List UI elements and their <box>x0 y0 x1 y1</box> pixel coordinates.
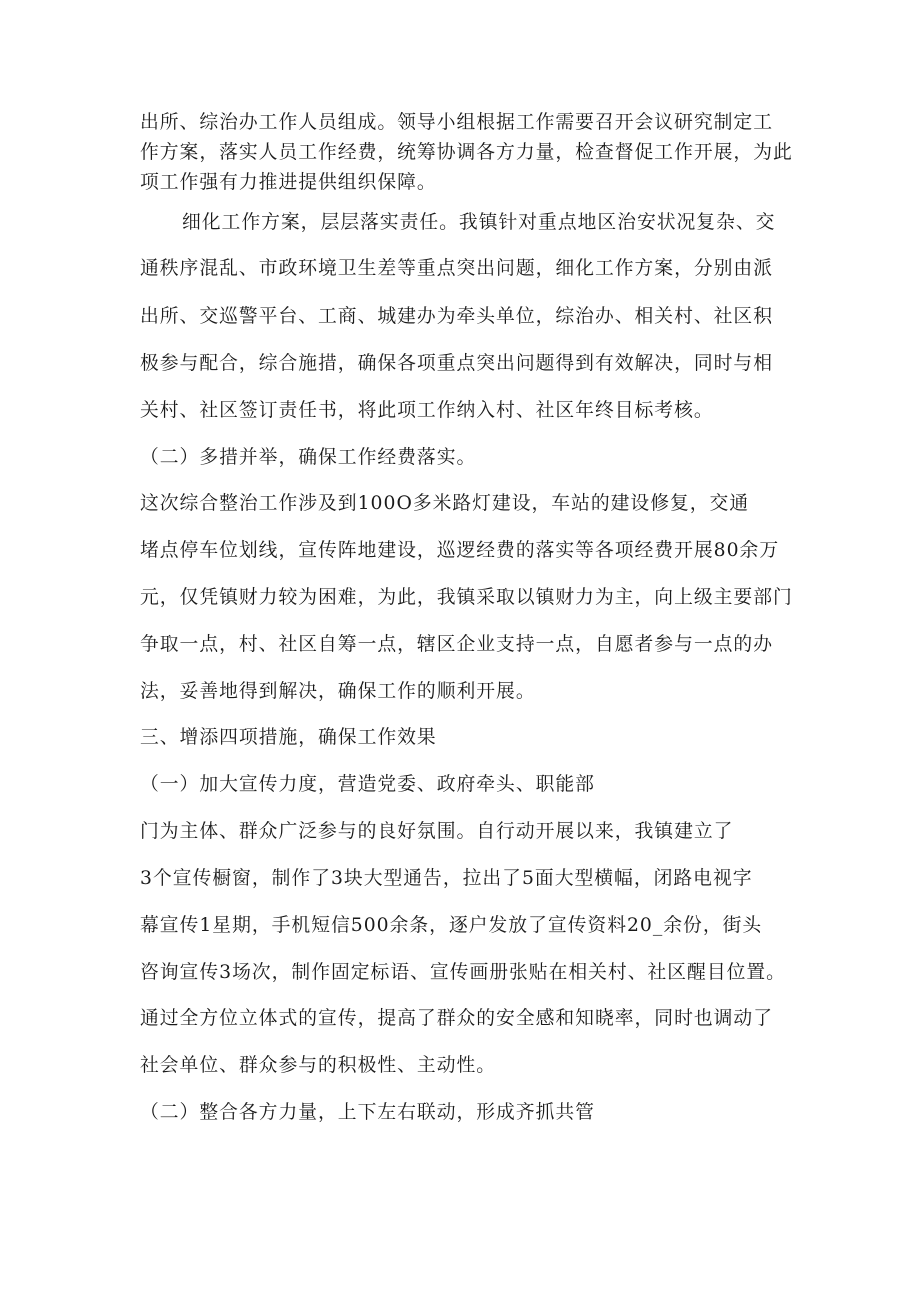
text-line: 出所、综治办工作人员组成。领导小组根据工作需要召开会议研究制定工 <box>140 112 773 133</box>
text-line: 3个宣传橱窗，制作了3块大型通告，拉出了5面大型横幅，闭路电视字 <box>140 868 753 889</box>
text-line: （二）多措并举，确保工作经费落实。 <box>140 447 477 468</box>
text-line: 通秩序混乱、市政环境卫生差等重点突出问题，细化工作方案，分别由派 <box>140 258 773 279</box>
text-line: 咨询宣传3场次，制作固定标语、宣传画册张贴在相关村、社区醒目位置。 <box>140 962 786 983</box>
text-line: 元，仅凭镇财力较为困难，为此，我镇采取以镇财力为主，向上级主要部门 <box>140 587 793 608</box>
text-line: 法，妥善地得到解决，确保工作的顺利开展。 <box>140 681 536 702</box>
text-line: 堵点停车位划线，宣传阵地建设，巡逻经费的落实等各项经费开展80余万 <box>140 540 780 561</box>
text-line: 社会单位、群众参与的积极性、主动性。 <box>140 1055 497 1076</box>
section-heading: 三、增添四项措施，确保工作效果 <box>140 727 437 748</box>
text-line: 作方案，落实人员工作经费，统筹协调各方力量，检查督促工作开展，为此 <box>140 142 793 163</box>
text-line: 极参与配合，综合施措，确保各项重点突出问题得到有效解决，同时与相 <box>140 353 773 374</box>
text-line: 幕宣传1星期，手机短信500余条，逐户发放了宣传资料20_余份，街头 <box>140 915 763 936</box>
text-line: 项工作强有力推进提供组织保障。 <box>140 172 437 193</box>
text-line: 细化工作方案，层层落实责任。我镇针对重点地区治安状况复杂、交 <box>182 212 776 233</box>
text-line: 门为主体、群众广泛参与的良好氛围。自行动开展以来，我镇建立了 <box>140 821 734 842</box>
text-line: 通过全方位立体式的宣传，提高了群众的安全感和知晓率，同时也调动了 <box>140 1008 773 1029</box>
text-line: 出所、交巡警平台、工商、城建办为牵头单位，综治办、相关村、社区积 <box>140 306 773 327</box>
subsection-heading: （二）整合各方力量，上下左右联动，形成齐抓共管 <box>140 1102 595 1123</box>
text-line: 争取一点，村、社区自筹一点，辖区企业支持一点，自愿者参与一点的办 <box>140 634 773 655</box>
subsection-heading: （一）加大宣传力度，营造党委、政府牵头、职能部 <box>140 774 595 795</box>
text-line: 这次综合整治工作涉及到100O多米路灯建设，车站的建设修复，交通 <box>140 493 750 514</box>
text-line: 关村、社区签订责任书，将此项工作纳入村、社区年终目标考核。 <box>140 400 714 421</box>
